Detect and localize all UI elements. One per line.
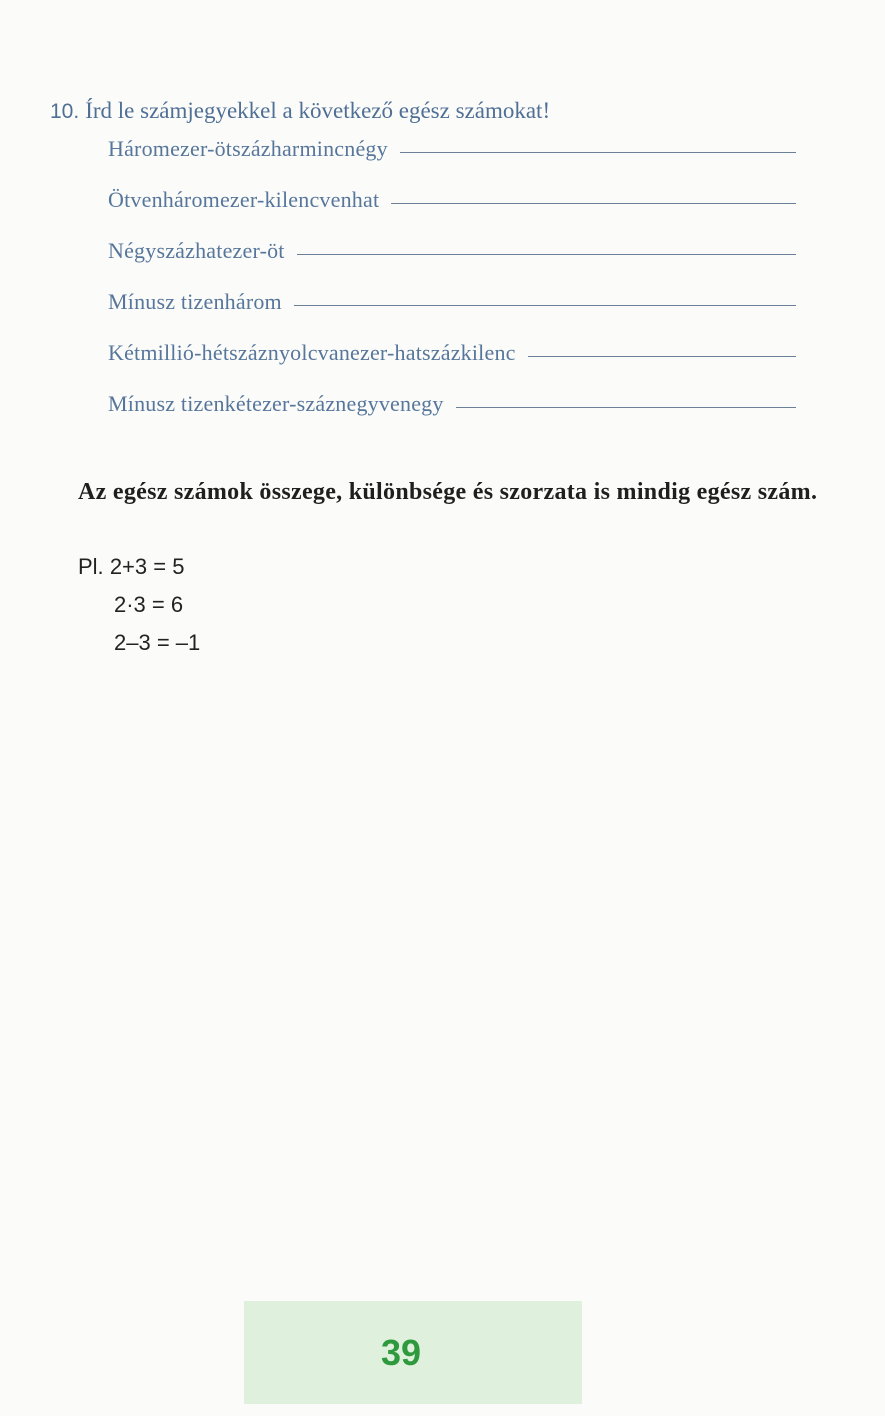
example-equation: 2–3 = –1	[114, 630, 201, 655]
exercise-item	[108, 391, 796, 442]
example-equation: 2+3 = 5	[109, 554, 185, 579]
item-label: Mínusz tizenkétezer-száznegyvenegy	[108, 391, 444, 416]
exercise-10	[50, 95, 810, 442]
example-prefix: Pl.	[78, 554, 104, 579]
answer-line[interactable]	[528, 355, 796, 357]
exercise-item	[108, 340, 796, 391]
answer-line[interactable]	[297, 253, 796, 255]
item-label: Háromezer-ötszázharmincnégy	[108, 136, 388, 161]
answer-line[interactable]	[456, 406, 796, 408]
exercise-item	[108, 136, 796, 187]
answer-line[interactable]	[391, 202, 796, 204]
exercise-instruction: Írd le számjegyekkel a következő egész számokat!	[85, 98, 551, 123]
example-line	[78, 548, 200, 586]
exercise-item-list	[50, 136, 810, 442]
examples-block	[78, 548, 200, 662]
exercise-item	[108, 238, 796, 289]
item-label: Négyszázhatezer-öt	[108, 238, 285, 263]
rule-statement: Az egész számok összege, különbsége és szorzata is mindig egész szám.	[78, 479, 818, 505]
answer-line[interactable]	[294, 304, 796, 306]
exercise-heading	[50, 95, 810, 128]
item-label: Ötvenháromezer-kilencvenhat	[108, 187, 380, 212]
exercise-item	[108, 187, 796, 238]
item-label: Kétmillió-hétszáznyolcvanezer-hatszázkilenc	[108, 340, 516, 365]
page-number: 39	[380, 1331, 422, 1373]
item-label: Mínusz tizenhárom	[108, 289, 282, 314]
exercise-item	[108, 289, 796, 340]
page-number-box	[244, 1301, 582, 1404]
exercise-number: 10.	[50, 100, 80, 123]
answer-line[interactable]	[400, 151, 796, 153]
example-equation: 2·3 = 6	[114, 592, 184, 617]
